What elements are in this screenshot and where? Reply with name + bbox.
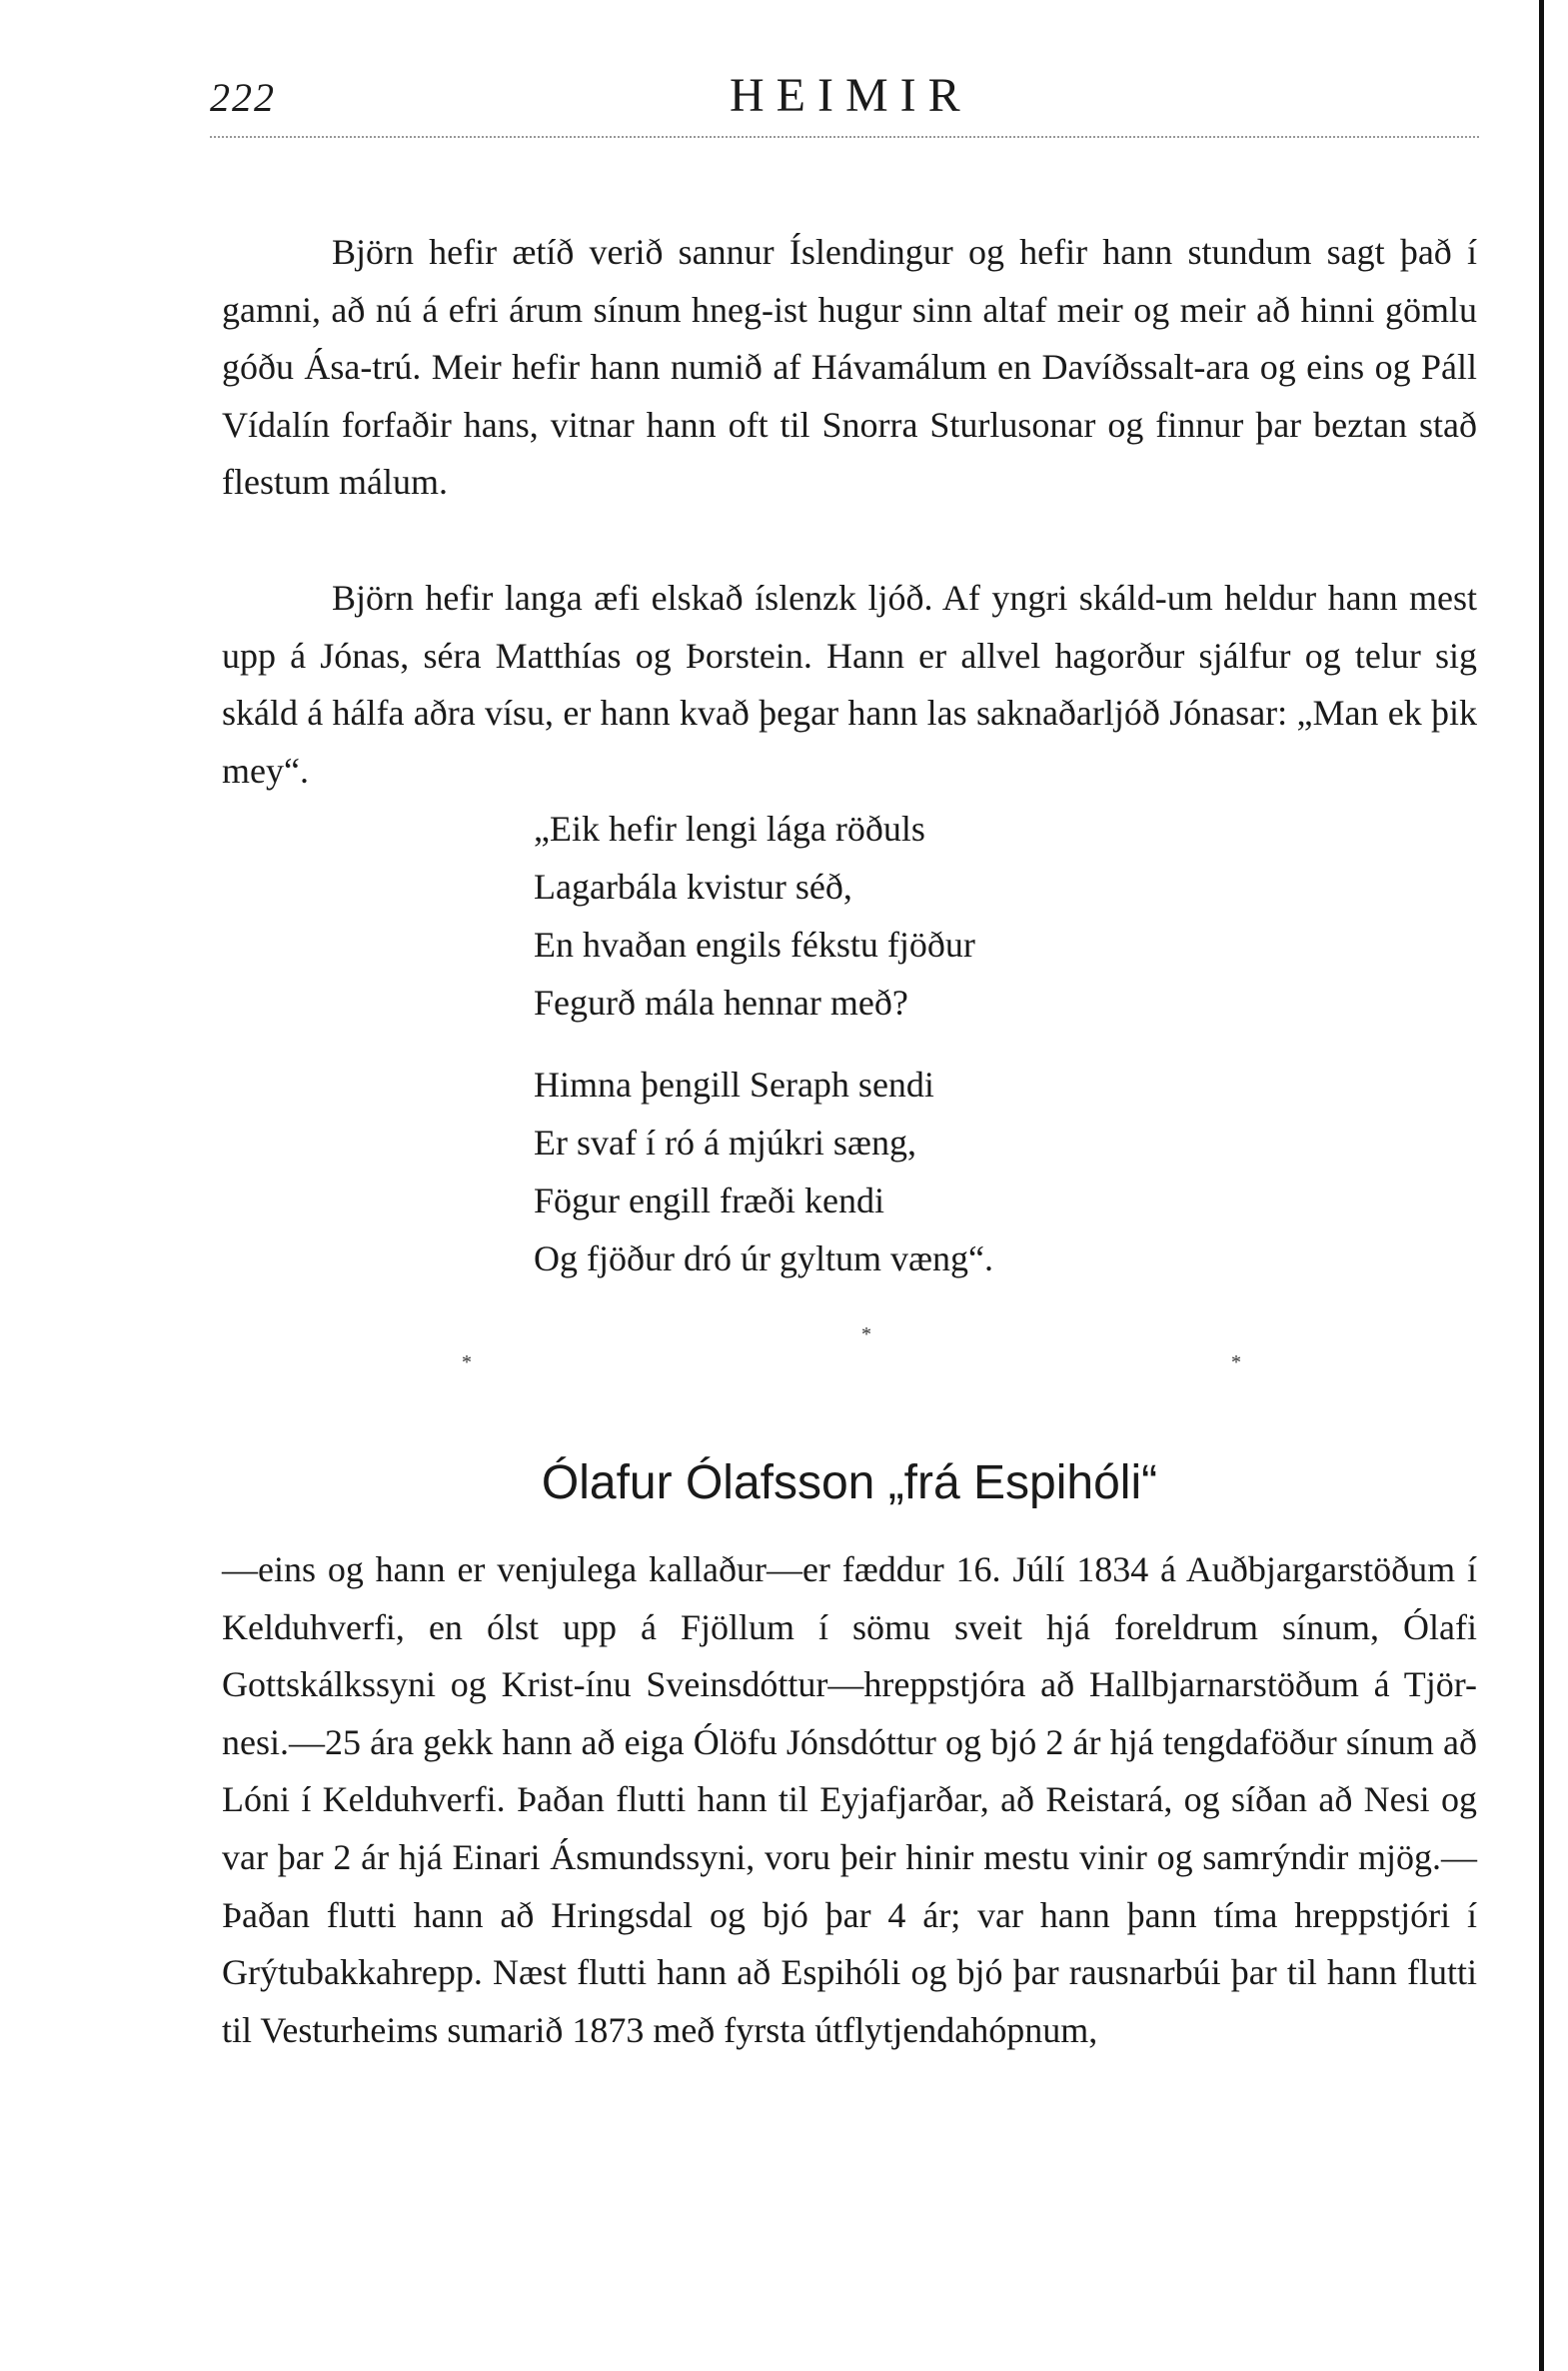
paragraph-1: Björn hefir ætíð verið sannur Íslendingur og hefir hann stundum sagt það í gamni, að nú á efri árum sínum hneg-ist hugur sinn altaf meir og meir að hinni gömlu góðu Ása-trú. Meir hefir hann numið af Hávamálum en Davíðssalt-ara og eins og Páll Vídalín forfaðir hans, vitnar hann oft til Snorra Sturlusonar og finnur þar beztan stað flestum málum. [222,232,1477,503]
poem-line: Fegurð mála hennar með? [534,983,908,1023]
poem-line: Og fjöður dró úr gyltum væng“. [534,1238,993,1278]
poem-line: Himna þengill Seraph sendi [534,1065,934,1105]
section-heading: Ólafur Ólafsson „frá Espihóli“ [541,1455,1158,1509]
section-body-paragraph: —eins og hann er venjulega kallaður—er fæddur 16. Júlí 1834 á Auðbjargarstöðum í Kelduhverfi, en ólst upp á Fjöllum í sömu sveit hjá foreldrum sínum, Ólafi Gottskálkssyni og Krist-ínu Sveinsdóttur—hreppstjóra að Hallbjarnarstöðum á Tjör-nesi.—25 ára gekk hann að eiga Ólöfu Jónsdóttur og bjó 2 ár hjá tengdaföður sínum að Lóni í Kelduhverfi. Þaðan flutti hann til Eyjafjarðar, að Reistará, og síðan að Nesi og var þar 2 ár hjá Einari Ásmundssyni, voru þeir hinir mestu vinir og samrýndir mjög.—Þaðan flutti hann að Hringsdal og bjó þar 4 ár; var hann þann tíma hreppstjóri í Grýtubakkahrepp. Næst flutti hann að Espihóli og bjó þar rausnarbúi þar til hann flutti til Vesturheims sumarið 1873 með fyrsta útflytjendahópnum, [222,1549,1477,2050]
poem-line: Lagarbála kvistur séð, [534,867,852,907]
running-head: HEIMIR [730,69,972,122]
page-number: 222 [210,75,276,120]
page-header [210,68,1469,138]
poem-line: „Eik hefir lengi lága röðuls [534,809,925,849]
poem-stanza-2 [534,1056,1433,1287]
poem-line: Er svaf í ró á mjúkri sæng, [534,1123,916,1163]
poem-stanza-1 [534,800,1433,1032]
asterism-right-icon: * [1231,1351,1241,1373]
poem-line: Fögur engill fræði kendi [534,1181,884,1220]
page-edge-border [1539,0,1544,2371]
asterism-left-icon: * [462,1351,472,1373]
asterism-center-icon: * [861,1323,871,1345]
poem-line: En hvaðan engils fékstu fjöður [534,925,975,965]
header-rule [210,136,1479,138]
paragraph-2: Björn hefir langa æfi elskað íslenzk ljóð. Af yngri skáld-um heldur hann mest upp á Jónas, séra Matthías og Þorstein. Hann er allvel hagorður sjálfur og telur sig skáld á hálfa aðra vísu, er hann kvað þegar hann las saknaðarljóð Jónasar: „Man ek þik mey“. [222,578,1477,791]
